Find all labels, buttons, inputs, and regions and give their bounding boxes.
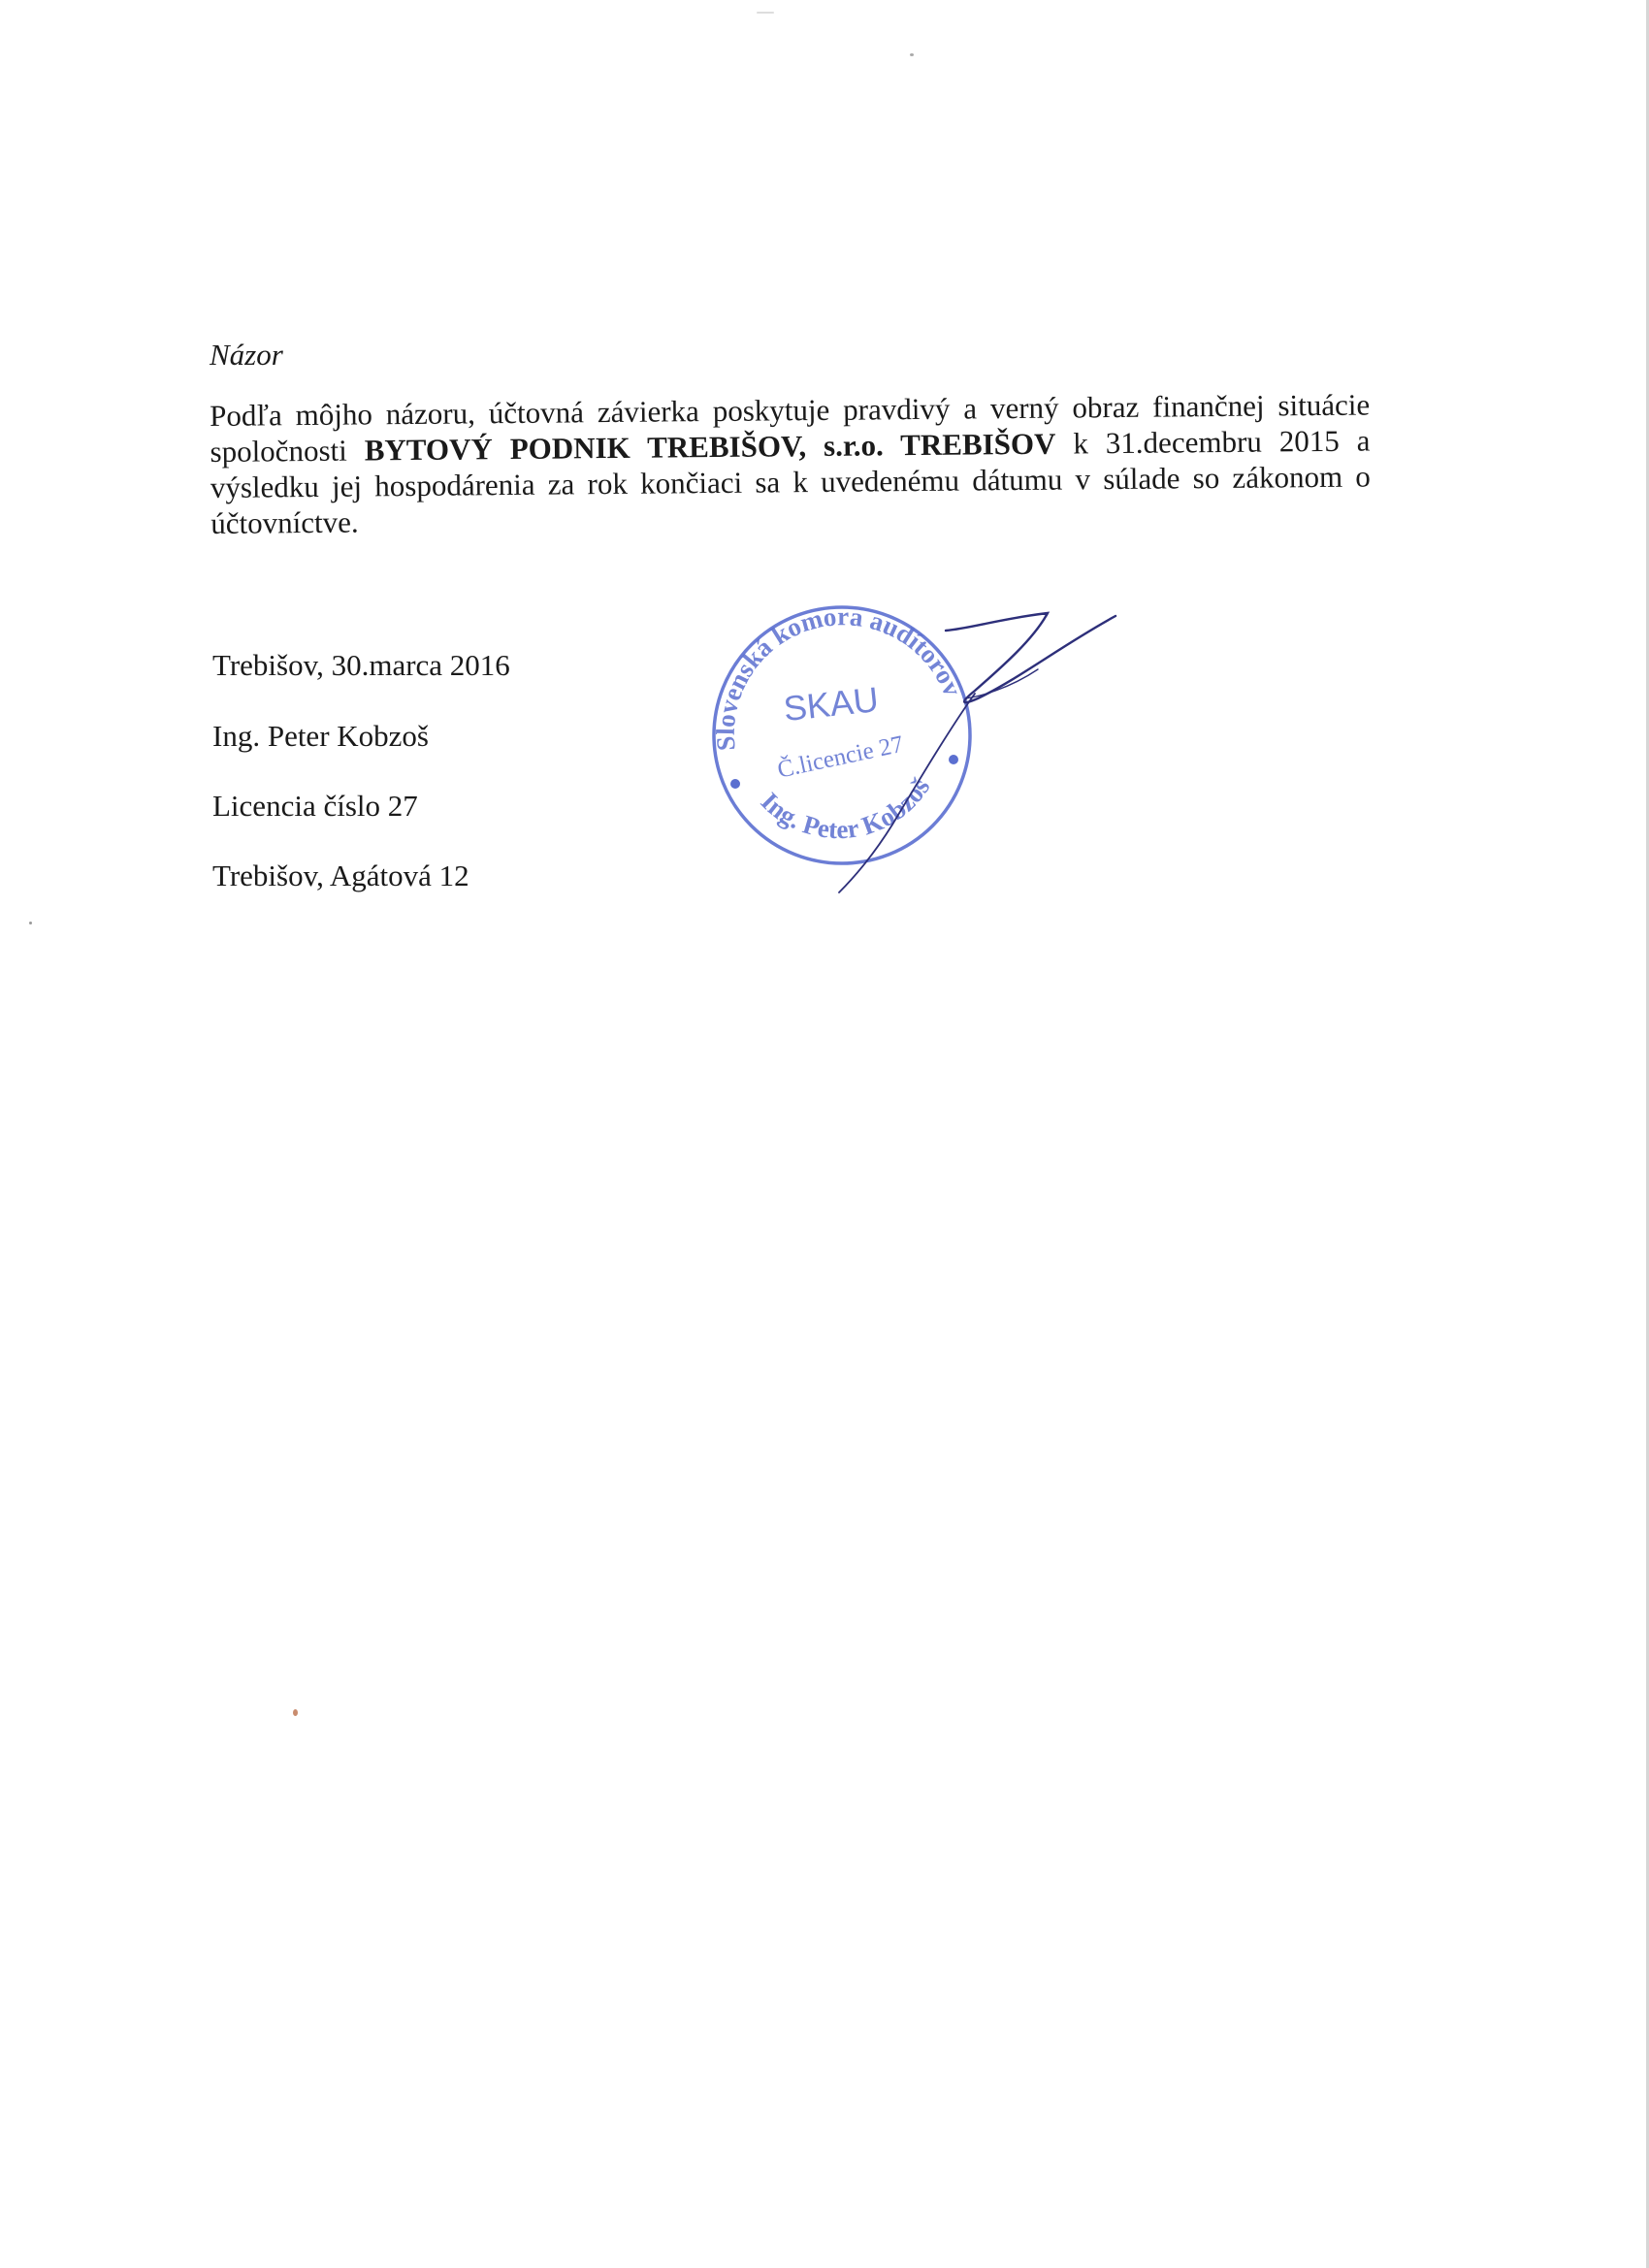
auditor-name: Ing. Peter Kobzoš: [212, 719, 429, 753]
scan-speck: [757, 12, 774, 14]
company-name: BYTOVÝ PODNIK TREBIŠOV, s.r.o. TREBIŠOV: [364, 426, 1056, 468]
handwritten-signature: [815, 601, 1125, 902]
license-number: Licencia číslo 27: [212, 789, 418, 823]
stamp-center-text: SKAU: [781, 679, 881, 729]
opinion-text-part1: Podľa môjho názoru, účtovná závierka poskytuje pravdivý a verný obraz finančnej situácie spoločnosti: [210, 387, 1371, 469]
scan-speck: [29, 922, 32, 924]
signature-stroke-2: [839, 694, 975, 892]
stamp-license-text: Č.licencie 27: [775, 730, 906, 784]
signature-stroke-1: [946, 613, 1116, 702]
section-heading: Názor: [210, 338, 283, 372]
opinion-text-part2: k 31.decembru 2015 a výsledku jej hospodárenia za rok končiaci sa k uvedenému dátumu v súlade so zákonom o účtovníctve.: [210, 423, 1372, 540]
auditor-address: Trebišov, Agátová 12: [212, 859, 469, 892]
stamp-outer-text-top: Slovenská komora audítorov: [710, 601, 968, 753]
signature-stroke-3: [965, 669, 1038, 698]
place-date: Trebišov, 30.marca 2016: [212, 648, 510, 682]
opinion-paragraph: [210, 387, 1371, 541]
scan-speck: [293, 1709, 298, 1716]
stamp-dot-left: [730, 779, 740, 789]
scan-speck: [910, 53, 914, 56]
stamp-outer-text-bottom: Ing. Peter Kobzoš: [755, 772, 936, 845]
